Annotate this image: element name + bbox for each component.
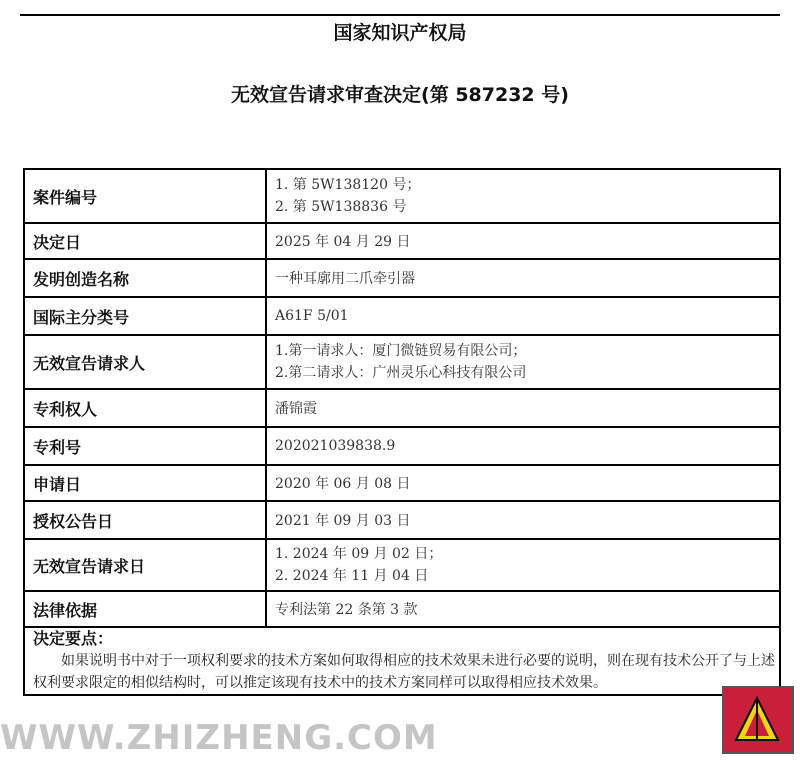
site-watermark: WWW.ZHIZHENG.COM bbox=[0, 718, 438, 758]
invention-name-value: 一种耳廓用二爪牵引器 bbox=[266, 259, 780, 297]
row-label: 授权公告日 bbox=[24, 501, 266, 539]
requester-1: 1.第一请求人：厦门微链贸易有限公司； bbox=[275, 343, 527, 359]
case-number-value bbox=[266, 169, 780, 223]
summary-title: 决定要点： bbox=[33, 629, 114, 648]
table-row bbox=[24, 539, 780, 591]
row-label: 决定日 bbox=[24, 223, 266, 259]
row-label: 国际主分类号 bbox=[24, 297, 266, 335]
table-row bbox=[24, 591, 780, 627]
table-row bbox=[24, 465, 780, 501]
table-row bbox=[24, 389, 780, 427]
document-title: 无效宣告请求审查决定(第 587232 号) bbox=[231, 84, 569, 106]
ipc-value: A61F 5/01 bbox=[266, 297, 780, 335]
requester-2: 2.第二请求人：广州灵乐心科技有限公司 bbox=[275, 365, 527, 381]
table-row bbox=[24, 427, 780, 465]
row-label: 申请日 bbox=[24, 465, 266, 501]
legal-basis-value: 专利法第 22 条第 3 款 bbox=[266, 591, 780, 627]
site-logo bbox=[722, 686, 794, 754]
grant-date-value: 2021 年 09 月 03 日 bbox=[266, 501, 780, 539]
filing-date-value: 2020 年 06 月 08 日 bbox=[266, 465, 780, 501]
row-label: 专利权人 bbox=[24, 389, 266, 427]
request-date-2: 2. 2024 年 11 月 04 日 bbox=[275, 568, 429, 584]
table-row bbox=[24, 169, 780, 223]
row-label: 发明创造名称 bbox=[24, 259, 266, 297]
row-label: 法律依据 bbox=[24, 591, 266, 627]
header-rule bbox=[20, 14, 780, 16]
decision-summary bbox=[24, 627, 780, 695]
summary-text: 如果说明书中对于一项权利要求的技术方案如何取得相应的技术效果未进行必要的说明，则在现有技术公开了与上述权利要求限定的相似结构时，可以推定该现有技术中的技术方案同样可以取得相应技术效果。 bbox=[33, 653, 775, 691]
table-row bbox=[24, 223, 780, 259]
requester-value bbox=[266, 335, 780, 389]
patent-number-value: 202021039838.9 bbox=[266, 427, 780, 465]
table-row bbox=[24, 259, 780, 297]
request-date-value bbox=[266, 539, 780, 591]
table-row bbox=[24, 335, 780, 389]
table-row bbox=[24, 501, 780, 539]
summary-row bbox=[24, 627, 780, 695]
organization-name: 国家知识产权局 bbox=[333, 22, 467, 44]
decision-info-table bbox=[23, 168, 781, 696]
row-label: 案件编号 bbox=[24, 169, 266, 223]
decision-date-value: 2025 年 04 月 29 日 bbox=[266, 223, 780, 259]
table-row bbox=[24, 297, 780, 335]
patentee-value: 潘锦霞 bbox=[266, 389, 780, 427]
row-label: 专利号 bbox=[24, 427, 266, 465]
request-date-1: 1. 2024 年 09 月 02 日； bbox=[275, 546, 443, 562]
row-label: 无效宣告请求日 bbox=[24, 539, 266, 591]
logo-mark-icon bbox=[734, 694, 780, 744]
case-number-1: 1. 第 5W138120 号； bbox=[275, 177, 421, 193]
case-number-2: 2. 第 5W138836 号 bbox=[275, 199, 407, 215]
row-label: 无效宣告请求人 bbox=[24, 335, 266, 389]
